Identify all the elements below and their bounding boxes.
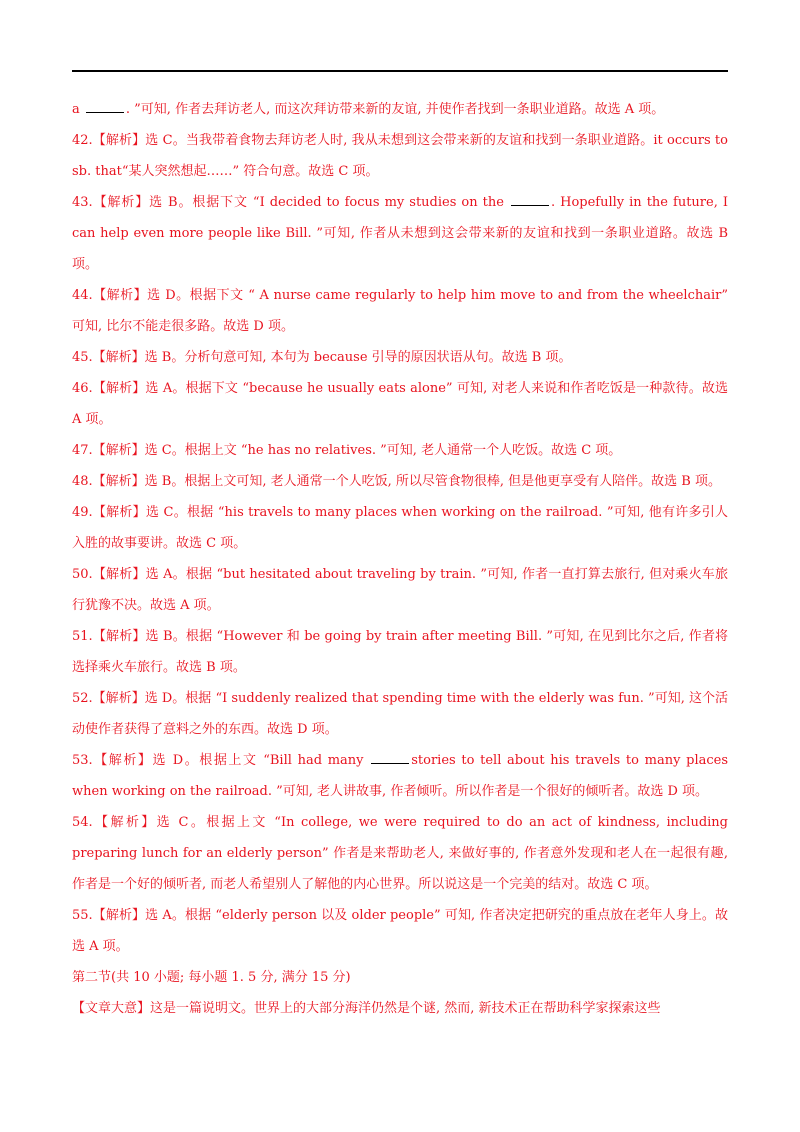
answer-42: 42.【解析】选 C。当我带着食物去拜访老人时, 我从未想到这会带来新的友谊和找到一条职业道路。it occurs to sb. that“某人突然想起……” 符合句意。故选 C 项。 <box>72 133 728 179</box>
section-header: 第二节(共 10 小题; 每小题 1. 5 分, 满分 15 分) <box>72 970 351 985</box>
answer-41-tail: a . ”可知, 作者去拜访老人, 而这次拜访带来新的友谊, 并使作者找到一条职业道路。故选 A 项。 <box>72 102 665 117</box>
answer-46: 46.【解析】选 A。根据下文 “because he usually eats alone” 可知, 对老人来说和作者吃饭是一种款待。故选 A 项。 <box>72 381 728 427</box>
answer-explanations <box>72 94 728 1024</box>
answer-43: 43.【解析】选 B。根据下文 “I decided to focus my studies on the . Hopefully in the future, I can help even more people like Bill. ”可知, 作者从未想到这会带来新的友谊和找到一条职业道路。故选 B 项。 <box>72 195 728 272</box>
answer-50: 50.【解析】选 A。根据 “but hesitated about traveling by train. ”可知, 作者一直打算去旅行, 但对乘火车旅行犹豫不决。故选 A 项。 <box>72 567 728 613</box>
answer-44: 44.【解析】选 D。根据下文 “ A nurse came regularly to help him move to and from the wheelchair” 可知, 比尔不能走很多路。故选 D 项。 <box>72 288 728 334</box>
answer-53: 53.【解析】选 D。根据上文 “Bill had many stories to tell about his travels to many places when working on the railroad. ”可知, 老人讲故事, 作者倾听。所以作者是一个很好的倾听者。故选 D 项。 <box>72 753 729 799</box>
article-summary: 【文章大意】这是一篇说明文。世界上的大部分海洋仍然是个谜, 然而, 新技术正在帮助科学家探索这些 <box>72 1001 661 1016</box>
answer-45: 45.【解析】选 B。分析句意可知, 本句为 because 引导的原因状语从句。故选 B 项。 <box>72 350 572 365</box>
answer-51: 51.【解析】选 B。根据 “However 和 be going by train after meeting Bill. ”可知, 在见到比尔之后, 作者将选择乘火车旅行。故选 B 项。 <box>72 629 728 675</box>
answer-48: 48.【解析】选 B。根据上文可知, 老人通常一个人吃饭, 所以尽管食物很棒, 但是他更享受有人陪伴。故选 B 项。 <box>72 474 721 489</box>
answer-55: 55.【解析】选 A。根据 “elderly person 以及 older people” 可知, 作者决定把研究的重点放在老年人身上。故选 A 项。 <box>72 908 728 954</box>
fill-blank <box>86 101 124 113</box>
answer-47: 47.【解析】选 C。根据上文 “he has no relatives. ”可知, 老人通常一个人吃饭。故选 C 项。 <box>72 443 622 458</box>
fill-blank <box>511 194 549 206</box>
answer-52: 52.【解析】选 D。根据 “I suddenly realized that spending time with the elderly was fun. ”可知, 这个活动使作者获得了意料之外的东西。故选 D 项。 <box>72 691 728 737</box>
answer-54: 54.【解析】选 C。根据上文 “In college, we were required to do an act of kindness, including preparing lunch for an elderly person” 作者是来帮助老人, 来做好事的, 作者意外发现和老人在一起很有趣, 作者是一个好的倾听者, 而老人希望别人了解他的内心世界。所以说这是一个完美的结对。故选 C 项。 <box>72 815 728 892</box>
answer-49: 49.【解析】选 C。根据 “his travels to many places when working on the railroad. ”可知, 他有许多引人入胜的故事要讲。故选 C 项。 <box>72 505 728 551</box>
header-rule <box>72 70 728 72</box>
fill-blank <box>371 752 409 764</box>
